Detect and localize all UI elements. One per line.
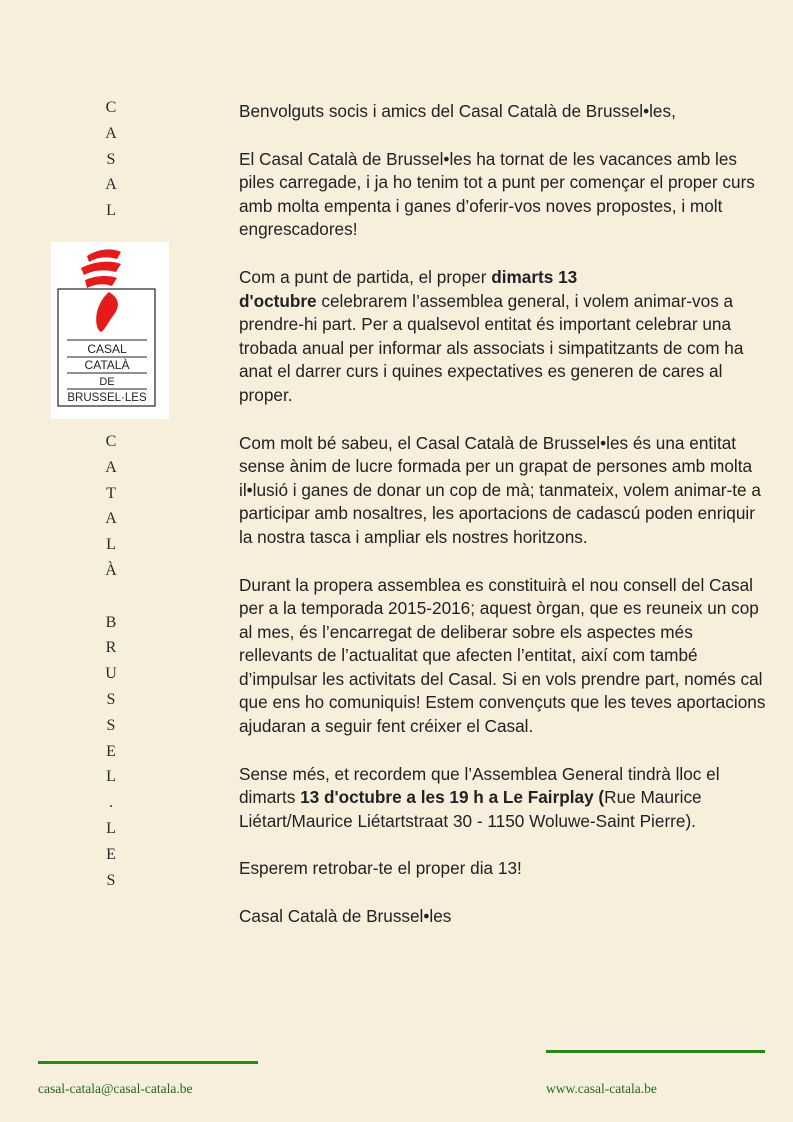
logo-brush-stroke: [81, 262, 121, 275]
footer-divider-right: [546, 1050, 765, 1053]
bold-venue: 13 d'octubre a les 19 h a Le Fairplay (: [300, 787, 605, 808]
vertical-letter: E: [106, 845, 116, 863]
vertical-letter: A: [105, 124, 117, 142]
paragraph-council: Durant la propera assemblea es constituirà el nou consell del Casal per a la temporada 2015-2016; aquest òrgan, que es reuneix un cop al mes, és l’encarregat de deliberar sobre els aspectes més rellevants de l’actualitat que afecten l’entitat, així com també d’impulsar les activitats del Casal. Si en vols prendre part, només cal que ens ho comuniquis! Estem convençuts que les teves aportacions ajudaran a seguir fent créixer el Casal.: [239, 574, 766, 737]
vertical-letter: A: [105, 458, 117, 476]
signature: Casal Català de Brussel•les: [239, 906, 452, 927]
vertical-letter: S: [106, 871, 116, 889]
logo-graphic: [51, 242, 169, 419]
bold-date: dimarts 13: [491, 266, 578, 287]
letter-body: [239, 100, 769, 953]
vertical-letter: A: [105, 176, 117, 194]
text-run: Rue Maurice Liétart/Maurice Liétartstraat 30 - 1150 Woluwe-Saint Pierre).: [239, 787, 702, 831]
vertical-letter: L: [106, 202, 116, 220]
text-run: Com a punt de partida, el proper: [239, 266, 492, 287]
vertical-letter: L: [106, 536, 116, 554]
vertical-letter: T: [106, 484, 116, 502]
logo-brush-stroke: [87, 249, 121, 262]
vertical-letter: S: [106, 690, 116, 708]
casal-catala-logo: [51, 242, 169, 419]
vertical-letter: S: [106, 716, 116, 734]
vertical-letter: L: [106, 768, 116, 786]
logo-text-line: BRUSSEL·LES: [67, 392, 147, 404]
logo-text-line: DE: [99, 376, 115, 388]
vertical-letter: C: [105, 433, 117, 450]
footer-divider-left: [38, 1061, 258, 1064]
logo-text-line: CASAL: [87, 342, 127, 356]
vertical-letter: E: [106, 742, 116, 760]
vertical-letter: A: [105, 510, 117, 528]
vertical-letter: S: [106, 150, 116, 168]
footer-website-link[interactable]: www.casal-catala.be: [546, 1081, 657, 1096]
greeting: Benvolguts socis i amics del Casal Català de Brussel•les,: [239, 101, 676, 121]
logo-brush-stroke: [85, 276, 117, 288]
bold-month: d'octubre: [239, 290, 317, 311]
vertical-letter: [96, 584, 126, 610]
vertical-text-casal: [96, 95, 126, 224]
paragraph-assembly-date: [239, 266, 769, 408]
vertical-letter: C: [105, 99, 117, 116]
logo-text-line: CATALÀ: [84, 358, 130, 372]
vertical-letter: R: [105, 639, 117, 657]
vertical-text-catala-brusselles: [96, 429, 126, 893]
vertical-letter: B: [105, 613, 117, 631]
paragraph-about: Com molt bé sabeu, el Casal Català de Brussel•les és una entitat sense ànim de lucre formada per un grapat de persones amb molta il•lusió i ganes de donar un cop de mà; tanmateix, volem animar-te a participar amb nosaltres, les aportacions de cadascú poden enriquir la nostra tasca i ampliar els nostres horitzons.: [239, 432, 761, 547]
paragraph-closing: Esperem retrobar-te el proper dia 13!: [239, 858, 522, 879]
vertical-letter: L: [106, 819, 116, 837]
vertical-letter: À: [105, 561, 117, 579]
paragraph-venue: [239, 763, 769, 834]
text-run: celebrarem l’assemblea general, i volem animar-vos a prendre-hi part. Per a qualsevol entitat és important celebrar una trobada anual per informar als associats i simpatitzants de com ha anat el darrer curs i quines expectatives es generen de cares al proper.: [239, 290, 744, 405]
text-run: Sense més, et recordem que l’Assemblea General tindrà lloc el dimarts: [239, 763, 720, 808]
vertical-letter: .: [109, 794, 113, 812]
vertical-letter: U: [105, 665, 117, 683]
logo-brush-stroke: [96, 292, 118, 332]
paragraph-intro: El Casal Català de Brussel•les ha tornat de les vacances amb les piles carregade, i ja ho tenim tot a punt per començar el proper curs amb molta empenta i ganes d’oferir-vos noves propostes, i molt engrescadores!: [239, 148, 755, 240]
footer-email-link[interactable]: casal-catala@casal-catala.be: [38, 1081, 193, 1096]
